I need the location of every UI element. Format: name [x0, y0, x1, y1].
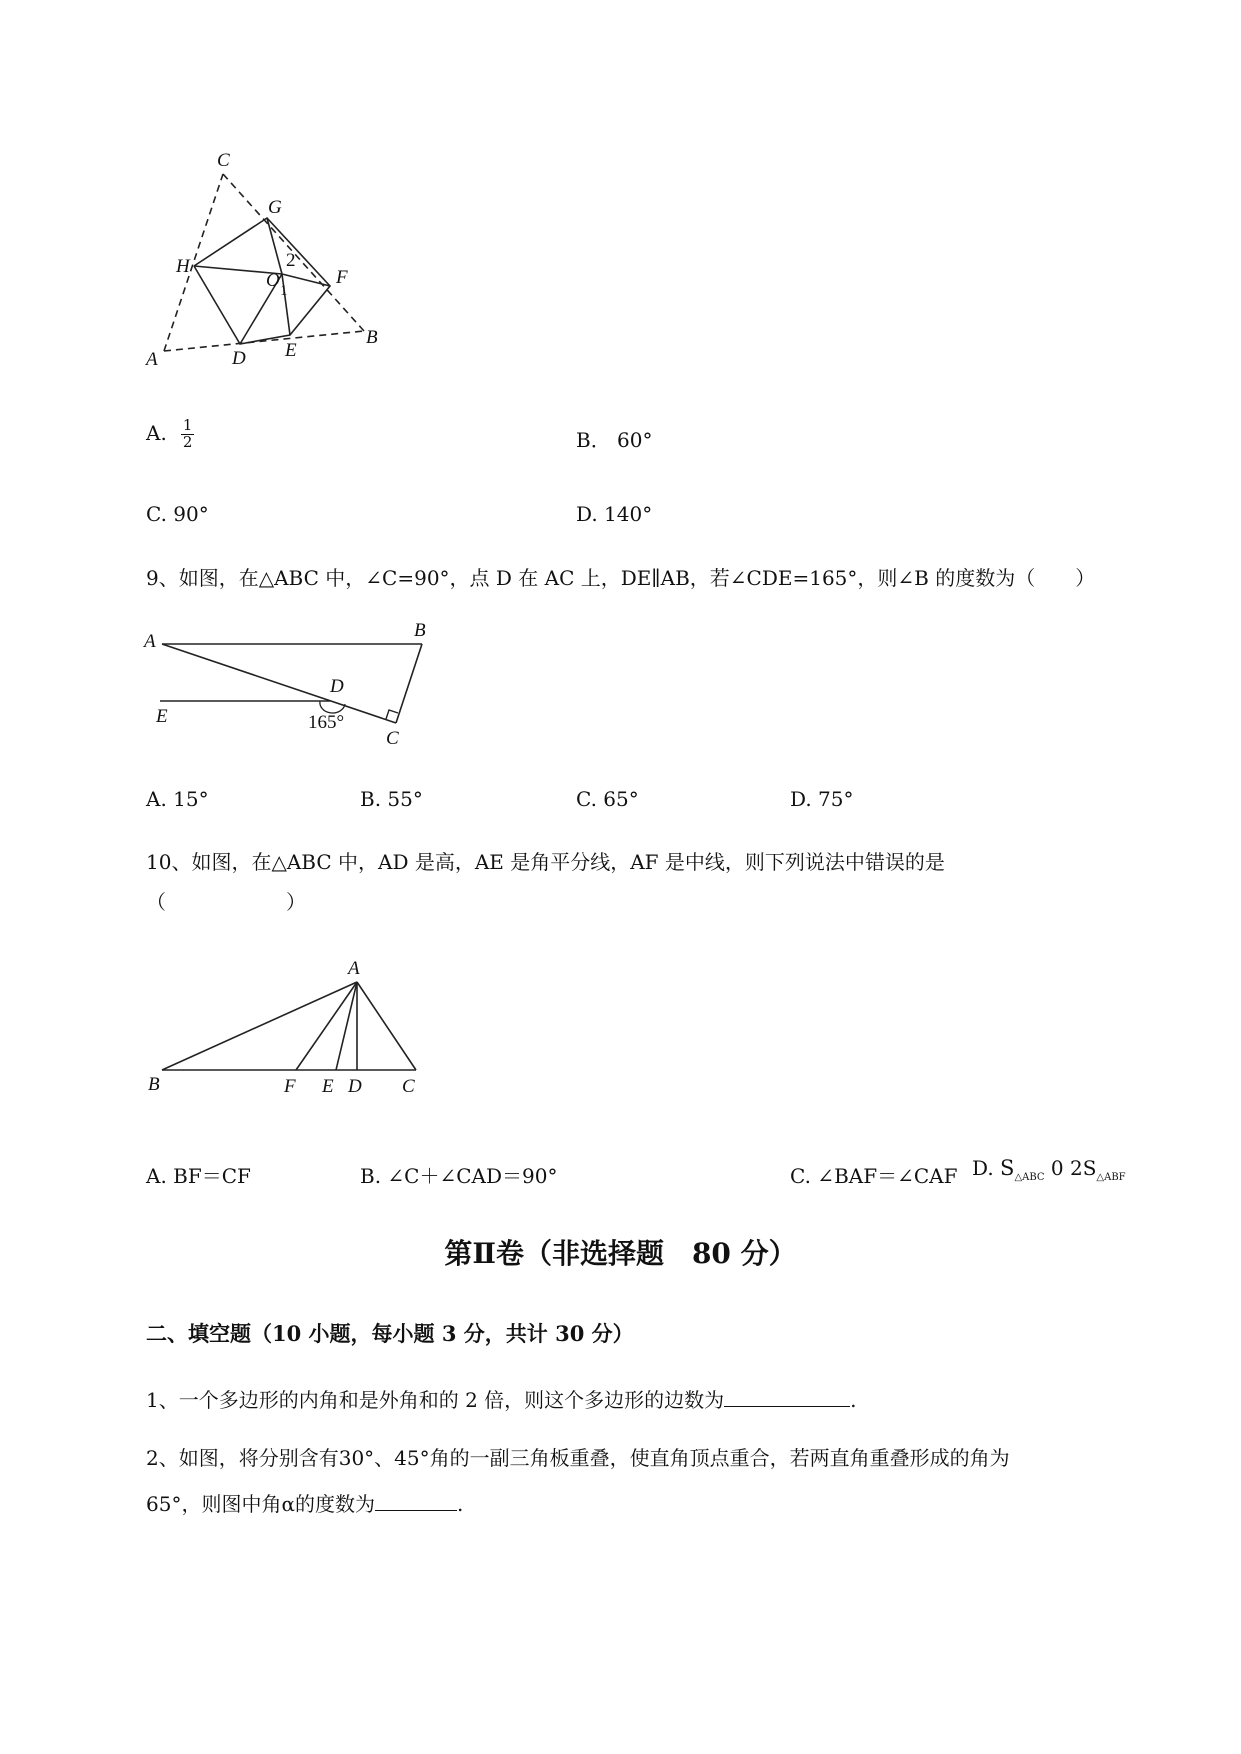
- q10-label-e: E: [322, 1076, 334, 1097]
- fill2-answer-blank: [375, 1492, 457, 1511]
- q8-label-e: E: [285, 340, 297, 361]
- q8-option-c: C. 90°: [146, 502, 209, 526]
- q9-label-c: C: [386, 728, 399, 749]
- q9-label-b: B: [414, 620, 426, 641]
- q8-line-of: [282, 274, 330, 286]
- q9-figure: [140, 620, 440, 749]
- fill-question-2-line1: 2、如图，将分别含有30°、45°角的一副三角板重叠，使直角顶点重合，若两直角重叠形成的角为: [146, 1446, 1010, 1470]
- q8-label-f: F: [336, 267, 348, 288]
- q10-label-b: B: [148, 1074, 160, 1095]
- q10-line-ac: [357, 982, 416, 1070]
- fill2-end: .: [456, 1492, 464, 1516]
- fill-question-1: [146, 1388, 857, 1412]
- q10-label-a: A: [348, 958, 360, 979]
- q10-option-d-mid: 0 2S: [1050, 1156, 1097, 1180]
- q10-label-d: D: [348, 1076, 362, 1097]
- q10-line-ae: [336, 982, 357, 1070]
- q10-label-f: F: [284, 1076, 296, 1097]
- q8-label-b: B: [366, 327, 378, 348]
- q8-option-b: B． 60°: [576, 428, 653, 452]
- q9-label-d: D: [330, 676, 344, 697]
- q10-option-b: B. ∠C＋∠CAD＝90°: [360, 1164, 558, 1188]
- q10-option-d: [972, 1156, 1126, 1183]
- q8-fraction-denominator: 2: [182, 432, 193, 451]
- q9-option-b: B. 55°: [360, 787, 423, 811]
- q9-figure-svg: [140, 620, 440, 749]
- q10-option-c: C. ∠BAF＝∠CAF: [790, 1164, 958, 1188]
- q8-fraction-numerator: 1: [182, 416, 193, 434]
- q8-option-a-prefix: A.: [146, 420, 167, 445]
- q8-label-o: O: [266, 270, 280, 291]
- fill2-line2-text: 65°，则图中角α的度数为: [146, 1492, 375, 1516]
- q8-line-ab: [164, 331, 364, 351]
- q9-label-angle: 165°: [308, 712, 345, 733]
- q8-label-d: D: [232, 348, 246, 369]
- q8-label-a: A: [146, 349, 158, 370]
- q8-label-h: H: [176, 256, 190, 277]
- q9-option-d: D. 75°: [790, 787, 854, 811]
- q8-option-a: [146, 418, 194, 451]
- q9-right-angle-mark: [386, 710, 398, 719]
- q8-line-ac: [164, 174, 223, 351]
- q9-option-c: C. 65°: [576, 787, 639, 811]
- q10-figure-svg: [140, 958, 440, 1098]
- fill1-end: .: [850, 1388, 857, 1412]
- q10-label-c: C: [402, 1076, 415, 1097]
- q8-figure-svg: [140, 150, 400, 380]
- q8-option-a-fraction: [181, 418, 195, 451]
- q8-label-c: C: [217, 150, 230, 171]
- q10-option-d-prefix: D.: [972, 1156, 994, 1180]
- q10-stem-line2: （ ）: [146, 890, 306, 914]
- q8-label-angle1: 1: [280, 283, 288, 299]
- q9-line-bc: [396, 644, 422, 723]
- q10-option-a: A. BF＝CF: [146, 1164, 251, 1188]
- q10-line-ab: [162, 982, 357, 1070]
- q10-option-d-sub1: △ABC: [1014, 1172, 1045, 1183]
- q8-option-d: D. 140°: [576, 502, 653, 526]
- q8-label-angle2: 2: [286, 250, 296, 271]
- fill1-text: 1、一个多边形的内角和是外角和的 2 倍，则这个多边形的边数为: [146, 1388, 725, 1412]
- q9-option-a: A. 15°: [146, 787, 209, 811]
- q10-stem-line1: 10、如图，在△ABC 中，AD 是高，AE 是角平分线，AF 是中线，则下列说法中错误的是: [146, 850, 945, 874]
- section-title: 第Ⅱ卷（非选择题 80 分）: [444, 1237, 797, 1270]
- q8-label-g: G: [268, 197, 282, 218]
- q10-figure: [140, 958, 440, 1098]
- q9-stem: 9、如图，在△ABC 中，∠C=90°，点 D 在 AC 上，DE∥AB，若∠CDE=165°，则∠B 的度数为（ ）: [146, 566, 1096, 590]
- q9-line-ac: [162, 644, 396, 723]
- fill1-answer-blank: [724, 1388, 850, 1407]
- q9-label-e: E: [156, 706, 168, 727]
- q8-figure: [140, 150, 400, 380]
- q9-label-a: A: [144, 631, 156, 652]
- section-heading: 二、填空题（10 小题，每小题 3 分，共计 30 分）: [146, 1321, 634, 1346]
- fill-question-2-line2: [146, 1492, 463, 1516]
- q10-option-d-s1: S: [1000, 1156, 1015, 1180]
- q10-option-d-sub2: △ABF: [1096, 1172, 1126, 1183]
